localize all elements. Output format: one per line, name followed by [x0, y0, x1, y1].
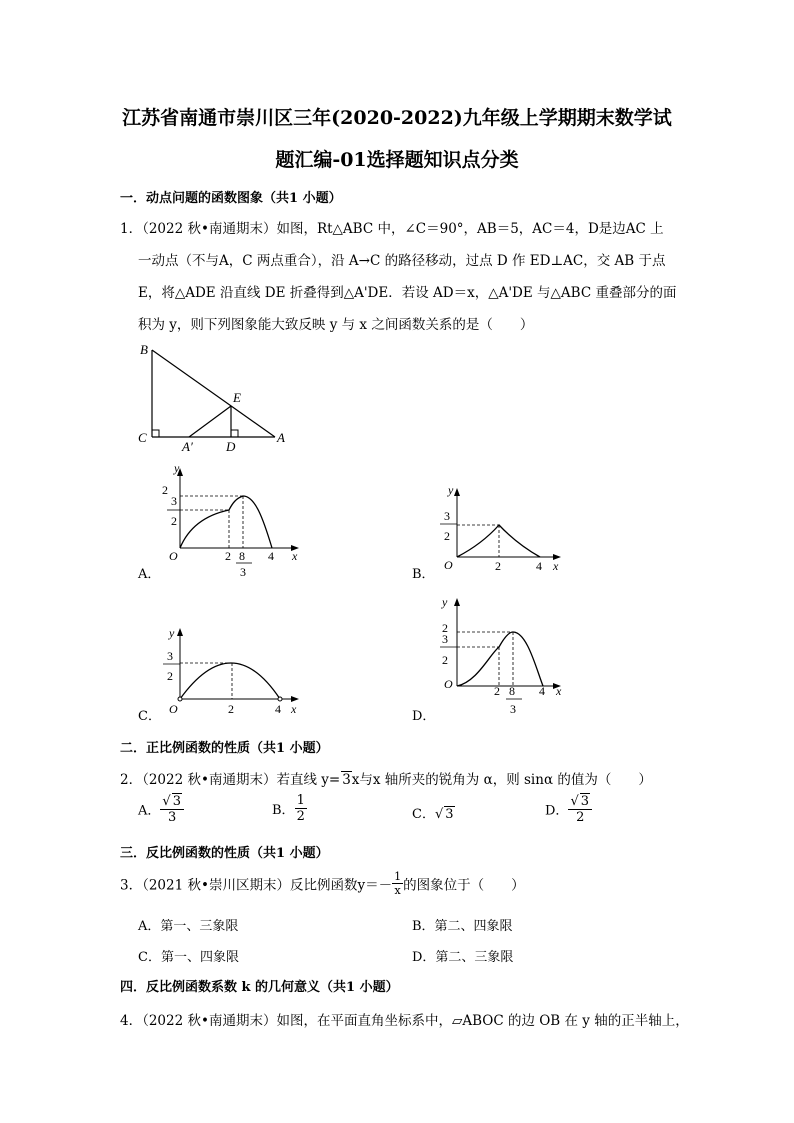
- right-angle-C: [152, 430, 159, 437]
- svg-text:2: 2: [444, 529, 450, 543]
- q3-option-d[interactable]: D．第二、三象限: [412, 950, 514, 965]
- q2-option-a[interactable]: A． $\frac{√ 3}{3}$: [138, 793, 184, 825]
- svg-text:O: O: [444, 558, 453, 572]
- q3-stem: 3．（2021 秋•崇川区期末）反比例函数y＝－ $\frac{1}{x}$ 的图象位于（ ）: [120, 870, 525, 897]
- svg-text:2: 2: [442, 653, 448, 667]
- svg-text:x: x: [292, 549, 298, 563]
- svg-text:O: O: [444, 677, 453, 691]
- svg-text:2: 2: [167, 669, 173, 683]
- svg-text:2: 2: [495, 559, 501, 573]
- svg-text:4: 4: [536, 559, 542, 573]
- q1-text-line3: E，将△ADE 沿直线 DE 折叠得到△A'DE．若设 AD＝x，△A'DE 与△ABC 重叠部分的面: [138, 285, 677, 301]
- svg-text:8: 8: [239, 549, 245, 563]
- svg-text:2: 2: [171, 514, 177, 528]
- segment-A-prime-E: [189, 406, 231, 437]
- svg-text:4: 4: [539, 684, 545, 698]
- q1-text-line1: 1．（2022 秋•南通期末）如图，Rt△ABC 中，∠C＝90°，AB＝5，AC＝4，D是边AC 上: [120, 221, 664, 237]
- q2-stem: 2．（2022 秋•南通期末）若直线 y= 3x与x 轴所夹的锐角为 α，则 sinα 的值为（ ）: [120, 772, 652, 788]
- curve: [180, 496, 272, 548]
- svg-text:y: y: [169, 626, 175, 640]
- svg-text:4: 4: [275, 702, 281, 716]
- svg-text:2: 2: [162, 483, 168, 497]
- graph-b: [432, 482, 572, 577]
- q3-option-a[interactable]: A．第一、三象限: [138, 919, 239, 934]
- svg-text:y: y: [442, 595, 448, 609]
- q1-triangle-figure: [130, 338, 300, 456]
- section-heading-1: 一．动点问题的函数图象（共1 小题）: [120, 191, 342, 206]
- svg-text:2: 2: [225, 549, 231, 563]
- svg-text:3: 3: [171, 494, 177, 508]
- q1-text-line2: 一动点（不与A，C 两点重合），沿 A→C 的路径移动，过点 D 作 ED⊥AC，交 AB 于点: [138, 253, 666, 269]
- graph-d: [432, 592, 572, 722]
- section-heading-2: 二．正比例函数的性质（共1 小题）: [120, 741, 329, 756]
- svg-text:8: 8: [509, 684, 515, 698]
- svg-text:2: 2: [494, 684, 500, 698]
- label-C: C: [138, 430, 147, 445]
- sqrt-3: 3: [342, 772, 351, 788]
- label-E: E: [233, 390, 241, 405]
- q1-option-a[interactable]: A．: [138, 567, 161, 582]
- svg-text:y: y: [448, 483, 454, 497]
- section-heading-4: 四．反比例函数系数 k 的几何意义（共1 小题）: [120, 980, 399, 995]
- q2-option-b[interactable]: B． $\frac{1}{2}$: [272, 793, 305, 824]
- q1-text-line4: 积为 y，则下列图象能大致反映 y 与 x 之间函数关系的是（ ）: [138, 317, 534, 333]
- y-arrow: [454, 488, 460, 496]
- svg-text:x: x: [553, 559, 559, 573]
- q4-stem: 4．（2022 秋•南通期末）如图，在平面直角坐标系中，▱ABOC 的边 OB 在 y 轴的正半轴上，: [120, 1013, 689, 1029]
- svg-text:2: 2: [228, 702, 234, 716]
- y-arrow: [454, 598, 460, 606]
- y-arrow: [177, 628, 183, 636]
- document-title-line1: 江苏省南通市崇川区三年(2020-2022)九年级上学期期末数学试: [122, 107, 672, 129]
- label-D: D: [226, 439, 236, 454]
- q1-option-c[interactable]: C．: [138, 709, 161, 724]
- q3-option-b[interactable]: B．第二、四象限: [412, 919, 513, 934]
- graph-a: [155, 462, 310, 580]
- q3-option-c[interactable]: C．第一、四象限: [138, 950, 239, 965]
- q1-option-b[interactable]: B．: [412, 567, 435, 582]
- label-A-prime: A′: [182, 439, 193, 454]
- curve: [457, 632, 543, 686]
- svg-text:3: 3: [240, 565, 246, 579]
- curve: [457, 525, 540, 557]
- graph-c: [155, 622, 305, 720]
- svg-text:3: 3: [167, 649, 173, 663]
- section-heading-3: 三．反比例函数的性质（共1 小题）: [120, 846, 329, 861]
- svg-text:x: x: [291, 702, 297, 716]
- svg-text:3: 3: [444, 509, 450, 523]
- svg-text:y: y: [174, 462, 180, 475]
- svg-text:O: O: [169, 702, 178, 716]
- svg-text:O: O: [169, 549, 178, 563]
- label-B: B: [140, 342, 148, 357]
- svg-text:3: 3: [442, 632, 448, 646]
- svg-text:4: 4: [268, 549, 274, 563]
- q2-option-c[interactable]: C．√ 3: [412, 807, 454, 822]
- right-angle-D: [231, 430, 238, 437]
- svg-text:3: 3: [510, 702, 516, 716]
- svg-text:x: x: [556, 684, 562, 698]
- document-title-line2: 题汇编-01选择题知识点分类: [275, 149, 519, 171]
- curve: [180, 663, 280, 699]
- svg-text:2: 2: [442, 621, 448, 635]
- q1-option-d[interactable]: D．: [412, 709, 436, 724]
- side-AB: [152, 350, 275, 437]
- label-A: A: [277, 430, 285, 445]
- q2-option-d[interactable]: D． $\frac{√ 3}{2}$: [545, 793, 592, 825]
